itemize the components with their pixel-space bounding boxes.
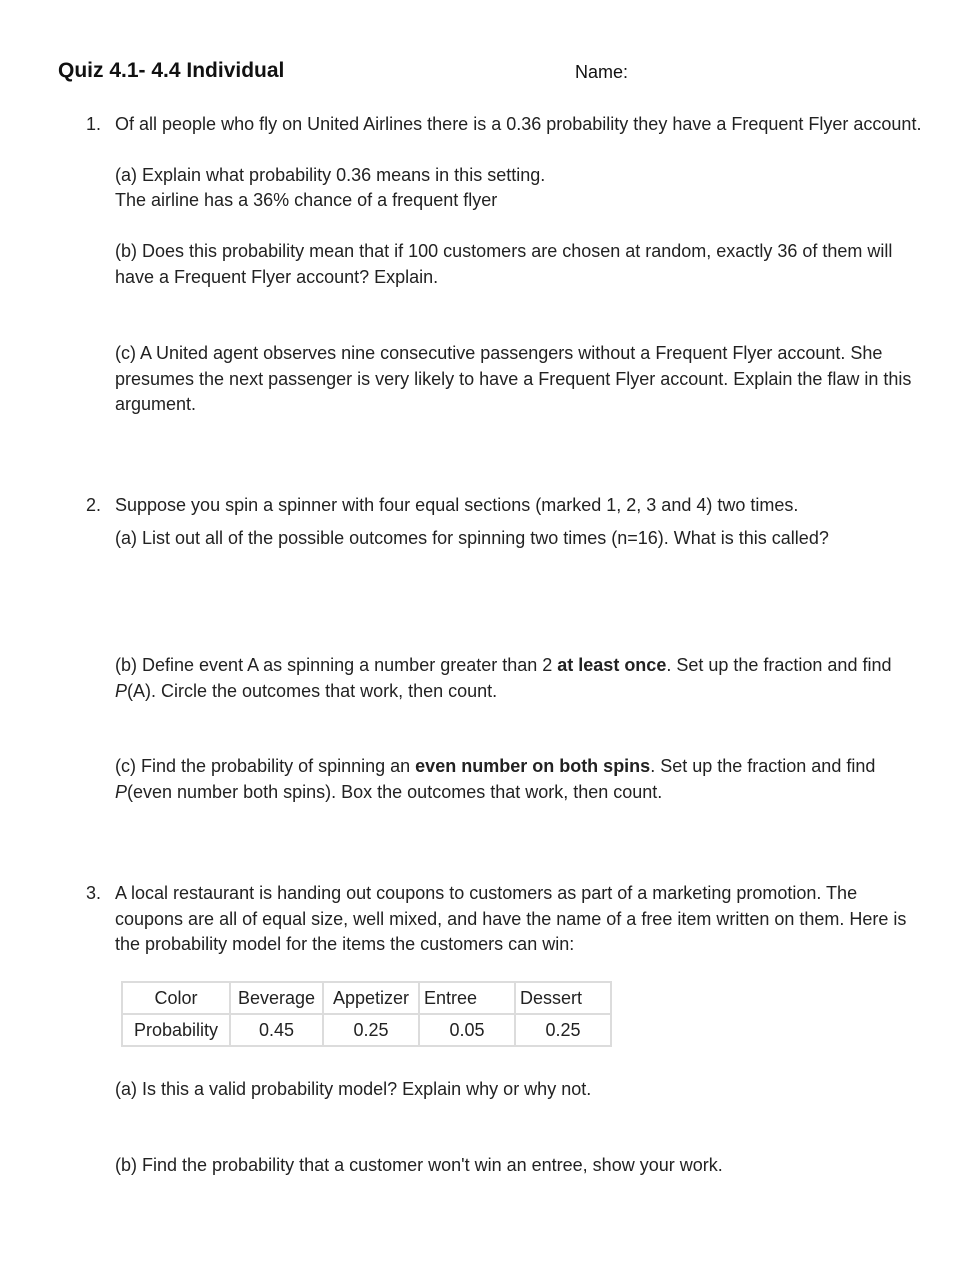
- table-cell: Appetizer: [323, 982, 419, 1014]
- table-cell: Probability: [122, 1014, 230, 1046]
- question-1a: (a) Explain what probability 0.36 means in this setting.: [115, 165, 546, 185]
- table-cell: Entree: [419, 982, 515, 1014]
- question-2c-text: (even number both spins). Box the outcomes that work, then count.: [127, 781, 663, 802]
- question-2c-text: . Set up the fraction and find: [650, 756, 876, 776]
- table-cell: 0.25: [323, 1014, 419, 1046]
- question-2c-text: (c) Find the probability of spinning an: [115, 756, 416, 776]
- question-2b-text: . Set up the fraction and find: [666, 655, 892, 675]
- question-3a: (a) Is this a valid probability model? Explain why or why not.: [115, 1079, 592, 1099]
- table-cell: 0.05: [419, 1014, 515, 1046]
- question-2a: (a) List out all of the possible outcomes for spinning two times (n=16). What is this called?: [115, 528, 829, 548]
- name-label: Name:: [575, 62, 629, 82]
- question-1c: (c) A United agent observes nine consecutive passengers without a Frequent Flyer account. She presumes the next passenger is very likely to have a Frequent Flyer account. Explain the flaw in this argument.: [115, 343, 912, 414]
- question-2c: [115, 754, 925, 805]
- question-1a-answer: The airline has a 36% chance of a frequent flyer: [115, 190, 498, 210]
- table-cell: Color: [122, 982, 230, 1014]
- question-2b-text: (A). Circle the outcomes that work, then count.: [127, 680, 498, 701]
- question-1-stem: Of all people who fly on United Airlines there is a 0.36 probability they have a Frequent Flyer account.: [115, 114, 922, 134]
- question-2-stem: Suppose you spin a spinner with four equal sections (marked 1, 2, 3 and 4) two times.: [115, 495, 799, 515]
- question-1-number: 1.: [86, 114, 102, 134]
- table-row: [122, 1014, 611, 1046]
- question-1b: (b) Does this probability mean that if 100 customers are chosen at random, exactly 36 of them will have a Frequent Flyer account? Explain.: [115, 241, 893, 287]
- probability-model-table: [121, 981, 612, 1047]
- question-3-stem: A local restaurant is handing out coupons to customers as part of a marketing promotion. The coupons are all of equal size, well mixed, and have the name of a free item written on them. Here is the probability model for the items the customers can win:: [115, 883, 907, 954]
- table-cell: 0.45: [230, 1014, 323, 1046]
- question-2c-p: P: [115, 781, 128, 802]
- table-cell: Beverage: [230, 982, 323, 1014]
- table-cell: 0.25: [515, 1014, 611, 1046]
- question-3-number: 3.: [86, 883, 102, 903]
- table-header-row: [122, 982, 611, 1014]
- question-2b-emphasis: at least once: [557, 655, 667, 675]
- question-2-number: 2.: [86, 495, 102, 515]
- question-2b: [115, 653, 925, 704]
- question-3b: (b) Find the probability that a customer won't win an entree, show your work.: [115, 1155, 723, 1175]
- page-title: Quiz 4.1- 4.4 Individual: [58, 59, 285, 82]
- question-2b-text: (b) Define event A as spinning a number greater than 2: [115, 655, 558, 675]
- question-2b-p: P: [115, 680, 128, 701]
- question-2c-emphasis: even number on both spins: [415, 756, 651, 776]
- table-cell: Dessert: [515, 982, 611, 1014]
